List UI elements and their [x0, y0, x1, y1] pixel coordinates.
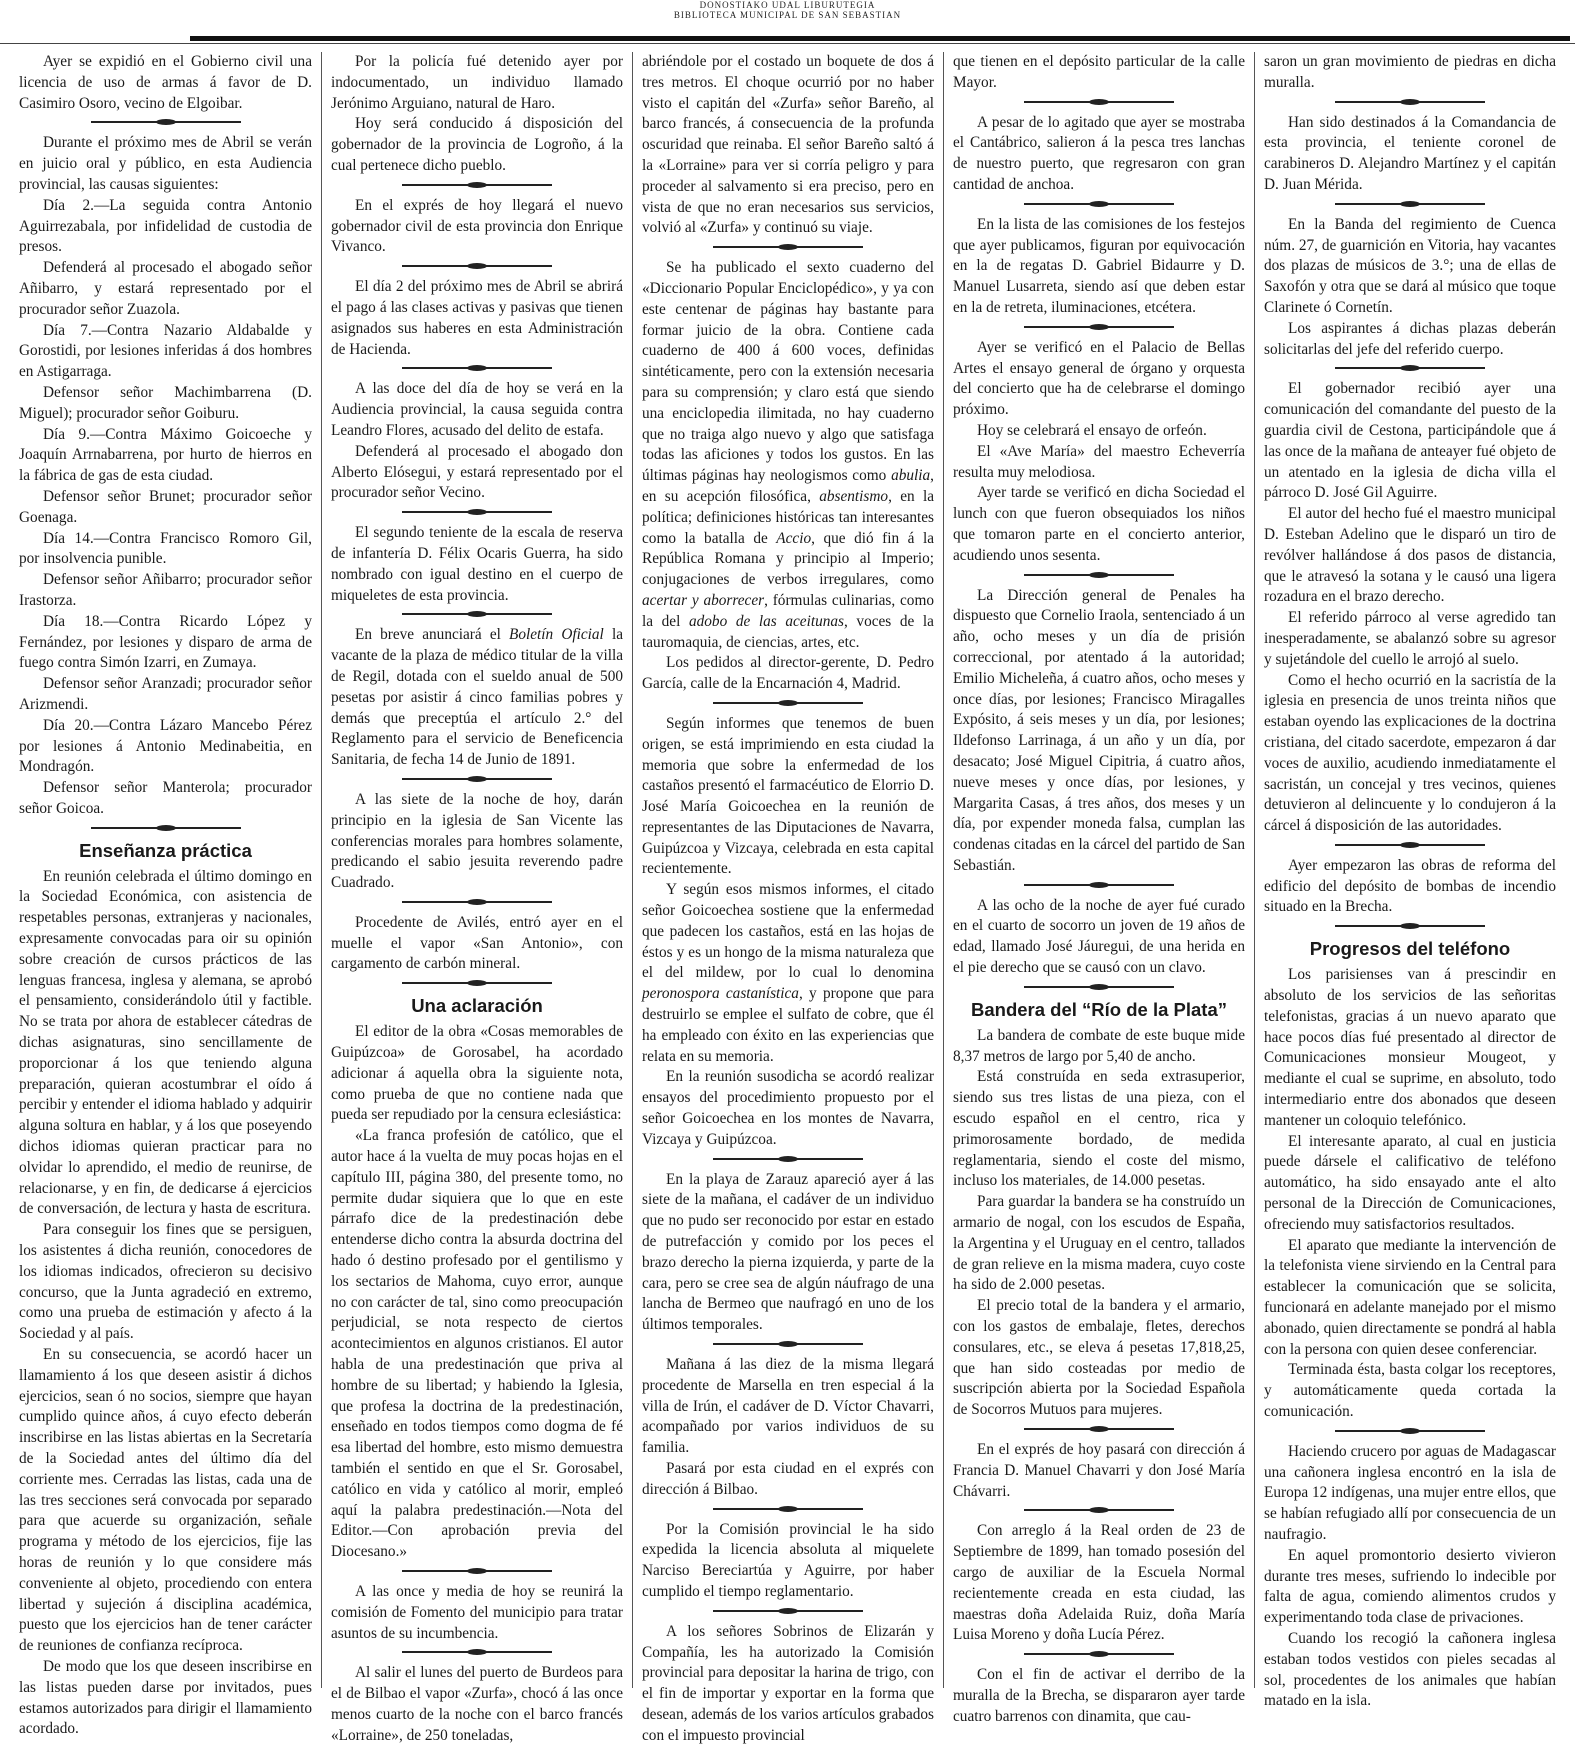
- news-police-detention: Por la policía fué detenido ayer por indocumentado, un individuo llamado Jerónimo Arguiano, natural de Haro.: [331, 53, 623, 112]
- column-1: [10, 52, 321, 1738]
- separator: [1335, 365, 1485, 371]
- news-ship-collision: Al salir el lunes del puerto de Burdeos para el de Bilbao el vapor «Zurfa», chocó á las once menos cuarto de la noche con el barco francés «Lorraine», de 250 toneladas,: [331, 1664, 623, 1744]
- news-ship-collision-cont: abriéndole por el costado un boquete de dos á tres metros. El choque ocurrió por no haber visto el capitán del «Zurfa» señor Bareño, al barco francés, á consecuencia de la profunda oscuridad que reinaba. El señor Bareño saltó á la «Lorraine» para ver si corría peligro y para proceder al salvamento si era preciso, pero en vista de que no eran necesarios sus servicios, volvió al «Zurfa» y continuó su viaje.: [642, 53, 934, 237]
- separator: [402, 1649, 552, 1655]
- news-trials-intro: Durante el próximo mes de Abril se verán en juicio oral y público, en esta Audiencia provincial, las causas siguientes:: [19, 134, 312, 193]
- separator: [1024, 99, 1174, 105]
- trial-entry: Día 20.—Contra Lázaro Mancebo Pérez por lesiones á Antonio Medinabeitia, en Mondragón.: [19, 716, 312, 776]
- trial-entry: Defensor señor Brunet; procurador señor Goenaga.: [19, 487, 312, 526]
- emphasis: Boletín Oficial: [509, 626, 604, 644]
- separator: [1024, 1507, 1174, 1513]
- news-paragraph: El referido párroco al verse agredido tan inesperadamente, se abalanzó sobre su agresor y sujetándole del cuello le arrojó al suelo.: [1264, 609, 1556, 668]
- news-flour-deposit: A los señores Sobrinos de Elizarán y Compañía, les ha autorizado la Comisión provincial para depositar la harina de trigo, con el fin de importar y exportar en la forma que desean, además de los varios artículos grabados con el impuesto provincial: [642, 1622, 934, 1744]
- news-organ-rehearsal: Ayer se verificó en el Palacio de Bellas Artes el ensayo general de órgano y orquesta del concierto que ha de celebrarse el domingo próximo.: [953, 338, 1245, 419]
- text-run: , fórmulas culinarias, como la del: [642, 591, 934, 630]
- separator: [713, 1506, 863, 1512]
- article-paragraph: La bandera de combate de este buque mide 8,37 metros de largo por 5,40 de ancho.: [953, 1026, 1245, 1065]
- article-paragraph: El precio total de la bandera y el armario, con los gastos de embalaje, fletes, derechos consulares, etc., se eleva á pesetas 17,818,25, que han sido costeadas por medio de suscripción abierta por la Sociedad Española de Socorros Mutuos para mujeres.: [953, 1297, 1245, 1419]
- article-paragraph: El aparato que mediante la intervención de la telefonista viene sirviendo en la Central para establecer la comunicación que se solicita, funcionará en adelante manejado por el mismo abonado, quien directamente se pondrá al habla con la persona con quien desee conferenciar.: [1264, 1236, 1556, 1358]
- separator: [1335, 201, 1485, 207]
- news-reform-works: Ayer empezaron las obras de reforma del edificio del depósito de bombas de incendio situado en la Brecha.: [1264, 856, 1556, 916]
- emphasis: acertar y aborrecer: [642, 591, 765, 609]
- trial-entry: Defensor señor Aranzadi; procurador señor Arizmendi.: [19, 675, 312, 713]
- separator: [1335, 923, 1485, 929]
- separator: [1335, 99, 1485, 105]
- separator: [1024, 882, 1174, 888]
- news-wall-demolition: Con el fin de activar el derribo de la muralla de la Brecha, se dispararon ayer tarde cuatro barrenos con dinamita, que cau-: [953, 1666, 1245, 1725]
- article-quote: «La franca profesión de católico, que el autor hace á la vuelta de muy pocas hojas en el capítulo III, página 380, del presente tomo, no permite dudar siquiera que lo que en este párrafo dice de la predestinación debe entenderse dicho contra la absurda doctrina del hado ó destino profesado por el gentilismo y los sectarios de Mahoma, cuyo error, aunque no con carácter de tal, sino como preocupación perjudicial, se nota respecto de ciertos acontecimientos en algunos cristianos. El autor habla de una predestinación que priva al hombre de su libertad; y habiendo la Iglesia, que profesa la doctrina de la predestinación, enseñado en todos tiempos como dogma de fé esa libertad del hombre, esto mismo demuestra también el sentido en que el Sr. Gorosabel, católico en vida y católico al morir, empleó aquí la palabra predestinación.—Nota del Editor.—Con aprobación previa del Diocesano.»: [331, 1127, 623, 1561]
- news-paragraph: [642, 880, 934, 1067]
- separator: [713, 244, 863, 250]
- news-band-vacancies: En la Banda del regimiento de Cuenca núm. 27, de guarnición en Vitoria, hay vacantes dos plazas de músicos de 3.°; una de ellas de Saxofón y otra que se dará al músico que toque Clarinete ó Cornetín.: [1264, 215, 1556, 316]
- news-chavarri-arrival: Mañana á las diez de la misma llegará procedente de Marsella en tren especial á la villa de Irún, el cadáver de D. Víctor Chavarri, acompañado por varios individuos de su familia.: [642, 1356, 934, 1457]
- article-paragraph: Está construída en seda extrasuperior, siendo sus tres listas de una pieza, con el escudo español en el centro, rica y primorosamente bordado, de medida reglamentaria, siendo el coste del mismo, incluso los materiales, de 14.000 pesetas.: [953, 1068, 1245, 1190]
- emphasis: abulia: [891, 467, 931, 485]
- text-run: , en la política; definiciones históricas tan interesantes como la batalla de: [642, 487, 935, 547]
- news-arms-license: Ayer se expidió en el Gobierno civil una licencia de uso de armas á favor de D. Casimiro Osoro, vecino de Elgoibar.: [19, 53, 312, 112]
- separator: [713, 1156, 863, 1162]
- news-new-governor: En el exprés de hoy llegará el nuevo gobernador civil de esta provincia don Enrique Vivanco.: [331, 196, 623, 256]
- separator: [1024, 1651, 1174, 1657]
- article-paragraph: En su consecuencia, se acordó hacer un llamamiento á los que deseen asistir á dichos ejercicios, sean ó no socios, siempre que hayan cumplido quince años, á cuyo efecto deberán inscribirse en las listas abiertas en la Secretaría de la Sociedad antes del último día del corriente mes. Cerradas las listas, cada una de las tres secciones será convocada por separado para que acuerde su organización, señale programa y método de los ejercicios, fije las horas de reunión y lo que considere más conveniente al objeto, procediendo con entera libertad y sujeción á disciplina académica, puesto que los ejercicios han de tener carácter de reuniones de confianza recíproca.: [19, 1346, 312, 1655]
- news-normal-school: Con arreglo á la Real orden de 23 de Septiembre de 1899, han tomado posesión del cargo de auxiliar de la Escuela Normal recientemente creada en esta ciudad, las maestras doña Adelaida Ruiz, doña María Luisa Moreno y doña Lucía Pérez.: [953, 1522, 1245, 1644]
- column-3: [632, 52, 943, 1744]
- emphasis: peronospora castanística: [642, 985, 799, 1003]
- text-run: , voces de la tauromaquia, de ciencias, artes, etc.: [642, 612, 934, 651]
- article-paragraph: Los parisienses van á prescindir en absoluto de los servicios de las señoritas telefonistas, gracias á un nuevo aparato que hace pocos días fué presentado al director de Comunicaciones monsieur Mougeot, y mediante el cual se suprime, en absoluto, todo intermediario entre dos abonados que deseen mantener un coloquio telefónico.: [1264, 966, 1556, 1129]
- news-conferences: A las siete de la noche de hoy, darán principio en la iglesia de San Vicente las conferencias morales para hombres solamente, predicando el sabio jesuita reverendo padre Cuadrado.: [331, 790, 623, 892]
- article-paragraph: El editor de la obra «Cosas memorables de Guipúzcoa» de Gorosabel, ha acordado adicionar á aquella obra la siguiente nota, como prueba de que no contiene nada que pueda ser repudiado por la censura eclesiástica:: [331, 1023, 623, 1124]
- trial-entry: Día 7.—Contra Nazario Aldabalde y Gorostidi, por lesiones inferidas á dos hombres en Astigarraga.: [19, 321, 312, 381]
- news-cestona-attack: El gobernador recibió ayer una comunicación del comandante del puesto de la guardia civil de Cestona, participándole que á las once de la mañana de anteayer fué objeto de un atentado en la iglesia de dicha villa el párroco D. José Gil Aguirre.: [1264, 380, 1556, 502]
- headline-progresos-telefono: Progresos del teléfono: [1309, 938, 1511, 960]
- header-thin-rule: [0, 43, 1575, 44]
- news-flour-deposit-cont: que tienen en el depósito particular de la calle Mayor.: [953, 53, 1245, 91]
- news-penal-direction: La Dirección general de Penales ha dispuesto que Cornelio Iraola, sentenciado á un año, ocho meses y un día de prisión correccional, por atentado á la autoridad; Emilio Micheleña, á cuatro años, ocho meses y once días, por lesiones; Francisco Miragalles Expósito, á seis meses y un día, por lesiones; Ildefonso Larrinaga, á un año y un día, por desacato; José Miguel Cipitria, á cuatro años, nueve meses y once días, por lesiones, y Margarita Casas, á tres años, dos meses y un día, por expender moneda falsa, cumplan las condenas citadas en la cárcel del partido de San Sebastián.: [953, 586, 1245, 874]
- news-dictionary: [642, 258, 934, 653]
- separator: [402, 980, 552, 986]
- trial-entry: Día 14.—Contra Francisco Romoro Gil, por insolvencia punible.: [19, 529, 312, 568]
- news-license-miquelete: Por la Comisión provincial le ha sido expedida la licencia absoluta al miquelete Narciso Bereciartúa y Aguirre, por haber cumplido el tiempo reglamentario.: [642, 1520, 934, 1600]
- news-paragraph: El «Ave María» del maestro Echeverría resulta muy melodiosa.: [953, 442, 1245, 481]
- column-5: [1254, 52, 1565, 1710]
- news-paragraph: Defenderá al procesado el abogado don Alberto Elósegui, y estará representado por el procurador señor Vecino.: [331, 442, 623, 502]
- separator: [402, 365, 552, 371]
- news-payments: El día 2 del próximo mes de Abril se abrirá el pago á las clases activas y pasivas que tienen asignados sus haberes en esta Administración de Hacienda.: [331, 278, 623, 358]
- emphasis: Accio: [776, 529, 812, 547]
- news-paragraph: Los aspirantes á dichas plazas deberán solicitarlas del jefe del referido cuerpo.: [1264, 319, 1556, 358]
- news-paragraph: Como el hecho ocurrió en la sacristía de la iglesia en presencia de unos treinta niños que estaban oyendo las explicaciones de la doctrina cristiana, del citado sacerdote, empezaron á dar voces de auxilio, acudiendo inmediatamente el sacristán, un concejal y tres vecinos, quienes detuvieron al delincuente y lo condujeron á la cárcel á disposición de las autoridades.: [1264, 671, 1556, 835]
- separator: [1024, 324, 1174, 330]
- separator: [1024, 572, 1174, 578]
- article-paragraph: El interesante aparato, al cual en justicia puede dársele el calificativo de teléfono automático, ha sido ensayado ante el alto personal de la Dirección de Comunicaciones, ofreciendo muy satisfactorios resultados.: [1264, 1132, 1556, 1233]
- news-appointment: El segundo teniente de la escala de reserva de infantería D. Félix Ocaris Guerra, ha sido nombrado con igual destino en el cuerpo de miqueletes de esta provincia.: [331, 524, 623, 604]
- header-rule: [190, 36, 1570, 41]
- separator: [402, 263, 552, 269]
- news-doctor-vacancy: [331, 625, 623, 771]
- trial-entry: Día 2.—La seguida contra Antonio Aguirrezabala, por infidelidad de custodia de presos.: [19, 196, 312, 256]
- newspaper-columns: [10, 52, 1565, 1744]
- news-wall-demolition-cont: saron un gran movimiento de piedras en dicha muralla.: [1264, 53, 1556, 91]
- headline-ensenanza-practica: Enseñanza práctica: [79, 839, 252, 861]
- separator: [402, 509, 552, 515]
- emphasis: absentismo: [819, 487, 889, 505]
- news-paragraph: Ayer tarde se verificó en dicha Sociedad el lunch con que fueron obsequiados los niños que tomaron parte en el concierto anterior, acudiendo unos sesenta.: [953, 484, 1245, 564]
- news-paragraph: El autor del hecho fué el maestro municipal D. Esteban Adelino que le disparó un tiro de revólver hallándose á dos pasos de distancia, que le atravesó la sotana y le causó una ligera rozadura en el brazo derecho.: [1264, 505, 1556, 606]
- article-paragraph: De modo que los que deseen inscribirse en las listas pueden darse por invitados, pues estamos autorizados para dirigir el llamamiento acordado.: [19, 1657, 312, 1738]
- news-injured-youth: A las ocho de la noche de ayer fué curado en el cuarto de socorro un joven de 19 años de edad, llamado José Jáuregui, de una herida en el pie derecho que se causó con un clavo.: [953, 896, 1245, 977]
- text-run: Y según esos mismos informes, el citado señor Goicoechea sostiene que la enfermedad que padecen los castaños, está en las hojas de éstos y es un hongo de la misma naturaleza que el del mildew, por lo cual lo denomina: [642, 881, 934, 982]
- news-court-case: A las doce del día de hoy se verá en la Audiencia provincial, la causa seguida contra Leandro Flores, acusado del delito de estafa.: [331, 380, 623, 439]
- news-zarauz-body: En la playa de Zarauz apareció ayer á las siete de la mañana, el cadáver de un individuo que no pudo ser reconocido por estar en estado de putrefacción y comido por los peces el brazo derecho la pierna izquierda, y parte de la cara, pero se cree sea de algún náufrago de una lancha de Bermeo que naufragó en uno de los últimos temporales.: [642, 1170, 934, 1334]
- news-paragraph: Hoy será conducido á disposición del gobernador de la provincia de Logroño, á la cual pertenece dicho pueblo.: [331, 115, 623, 174]
- news-chestnut-memoir: Según informes que tenemos de buen origen, se está imprimiendo en esta ciudad la memoria que sobre la enfermedad de los castaños presentó el farmacéutico de Elorrio D. José María Goicoechea en la reunión de representantes de las Diputaciones de Navarra, Guipúzcoa y Vizcaya, celebrada en esta capital recientemente.: [642, 714, 934, 878]
- text-run: Se ha publicado el sexto cuaderno del «Diccionario Popular Enciclopédico», y ya con este centenar de páginas hay bastante para formar juicio de la obra. Contiene cada cuaderno de 400 á 600 voces, definidas sintéticamente, pero con la extensión necesaria para su comprensión; y claro está que siendo una enciclopedia ilimitada, no hay cuaderno que no traiga algo nuevo y algo que satisfaga todas las aficiones y todos los gustos. En las últimas páginas hay neologismos como: [642, 259, 934, 485]
- trial-entry: Día 18.—Contra Ricardo López y Fernández, por lesiones y disparo de arma de fuego contra Simón Izarri, en Zumaya.: [19, 612, 312, 672]
- separator: [91, 825, 241, 831]
- separator: [91, 119, 241, 125]
- separator: [402, 182, 552, 188]
- trial-entry: Día 9.—Contra Máximo Goicoeche y Joaquín Arrnabarrena, por hurto de hierros en la fábrica de gas de esta ciudad.: [19, 425, 312, 485]
- separator: [1335, 842, 1485, 848]
- separator: [713, 1341, 863, 1347]
- column-2: [321, 52, 632, 1744]
- news-paragraph: Cuando los recogió la cañonera inglesa estaban todos vestidos con pieles secadas al sol, procedentes de los animales que habían matado en la isla.: [1264, 1629, 1556, 1710]
- separator: [1024, 984, 1174, 990]
- text-run: la vacante de la plaza de médico titular de la villa de Regil, dotada con el sueldo anual de 500 pesetas por asistir á cinco familias pobres y demás que preceptúa el artículo 2.° del Reglamento para el servicio de Beneficencia Sanitaria, de fecha 14 de Junio de 1891.: [331, 626, 623, 769]
- separator: [1335, 1428, 1485, 1434]
- article-paragraph: Terminada ésta, basta colgar los receptores, y automáticamente queda cortada la comunicación.: [1264, 1361, 1556, 1421]
- separator: [1024, 201, 1174, 207]
- trial-entry: Defensor señor Machimbarrena (D. Miguel); procurador señor Goiburu.: [19, 383, 312, 422]
- separator: [402, 899, 552, 905]
- article-paragraph: Para conseguir los fines que se persiguen, los asistentes á dicha reunión, conocedores de los idiomas indicados, ofrecieron su decisivo concurso, que la Junta agradeció en extremo, como una prueba de estimación y afecto á la Sociedad y al país.: [19, 1221, 312, 1343]
- news-festival-commissions: En la lista de las comisiones de los festejos que ayer publicamos, figuran por equivocación en la de regatas D. Gabriel Bidaurre y D. Manuel Lusarreta, siendo así que deben estar en la de retreta, iluminaciones, etcétera.: [953, 215, 1245, 316]
- text-run: En breve anunciará el: [355, 626, 509, 644]
- separator: [713, 700, 863, 706]
- separator: [1024, 1426, 1174, 1432]
- emphasis: adobo de las aceitunas: [688, 612, 844, 630]
- separator: [402, 611, 552, 617]
- separator: [402, 1568, 552, 1574]
- library-name-spanish: BIBLIOTECA MUNICIPAL DE SAN SEBASTIAN: [673, 10, 902, 20]
- headline-una-aclaracion: Una aclaración: [411, 995, 543, 1017]
- text-run: , y propone que para destruirlo se emplee el sulfato de cobre, que él ha empleado con éxito en las experiencias que relata en su memoria.: [642, 985, 934, 1065]
- separator: [402, 776, 552, 782]
- headline-bandera-rio-de-la-plata: Bandera del “Río de la Plata”: [971, 998, 1227, 1020]
- article-paragraph: Para guardar la bandera se ha construído un armario de nogal, con los escudos de España, la Argentina y el Uruguay en el centro, tallados de gran relieve en la misma madera, cuyo coste ha sido de 2.000 pesetas.: [953, 1193, 1245, 1294]
- news-steamer-arrival: Procedente de Avilés, entró ayer en el muelle el vapor «San Antonio», con cargamento de carbón mineral.: [331, 913, 623, 973]
- news-paragraph: Hoy se celebrará el ensayo de orfeón.: [977, 421, 1207, 439]
- news-paragraph: Pasará por esta ciudad en el exprés con dirección á Bilbao.: [642, 1460, 934, 1498]
- news-fomento-meeting: A las once y media de hoy se reunirá la comisión de Fomento del municipio para tratar asuntos de su incumbencia.: [331, 1583, 623, 1642]
- news-paragraph: En la reunión susodicha se acordó realizar ensayos del procedimiento propuesto por el señor Goicoechea en los montes de Navarra, Vizcaya y Guipúzcoa.: [642, 1068, 934, 1148]
- news-paragraph: Los pedidos al director-gerente, D. Pedro García, calle de la Encarnación 4, Madrid.: [642, 654, 934, 693]
- news-carabineros: Han sido destinados á la Comandancia de esta provincia, el teniente coronel de carabineros D. Alejandro Martínez y el capitán D. Juan Mérida.: [1264, 113, 1556, 193]
- news-madagascar: Haciendo crucero por aguas de Madagascar una cañonera inglesa encontró en la isla de Europa 12 indígenas, una mujer entre ellos, que se habían refugiado allí por consecuencia de un naufragio.: [1264, 1442, 1556, 1543]
- library-name-basque: DONOSTIAKO UDAL LIBURUTEGIA: [699, 0, 876, 10]
- news-express-passage: En el exprés de hoy pasará con dirección á Francia D. Manuel Chavarri y don José María Chávarri.: [953, 1441, 1245, 1500]
- column-4: [943, 52, 1254, 1725]
- news-fishing-boats: A pesar de lo agitado que ayer se mostraba el Cantábrico, salieron á la pesca tres lanchas de nuestro puerto, que regresaron con gran cantidad de anchoa.: [953, 113, 1245, 193]
- text-run: , que dió fin á la República Romana y principio al Imperio; conjugaciones de verbos irregulares, como: [642, 529, 934, 589]
- trial-entry: Defensor señor Añibarro; procurador señor Irastorza.: [19, 571, 312, 609]
- separator: [713, 1608, 863, 1614]
- text-run: , en su acepción filosófica,: [642, 467, 934, 505]
- news-paragraph: En aquel promontorio desierto vivieron durante tres meses, sufriendo lo indecible por falta de agua, comiendo alimentos crudos y experimentando toda clase de privaciones.: [1264, 1546, 1556, 1627]
- trial-entry: Defenderá al procesado el abogado señor Añibarro, y estará representado por el procurador señor Zuazola.: [19, 259, 312, 318]
- trial-entry: Defensor señor Manterola; procurador señor Goicoa.: [19, 779, 312, 817]
- article-paragraph: En reunión celebrada el último domingo en la Sociedad Económica, con asistencia de respetables personas, extranjeras y nacionales, expresamente convocadas para oir su opinión sobre creación de cursos prácticos de las lenguas francesa, inglesa y alemana, se aprobó el pensamiento, considerándolo útil y factible. No se trata por ahora de establecer cátedras de dichas asignaturas, sino sencillamente de proporcionar á los que teniendo alguna preparación, quieran acostumbrar el oído á percibir y entender el idioma hablado y adquirir alguna soltura en hablar, y á los que poseyendo dichos idiomas quieran practicar para no olvidar lo aprendido, el medio de reunirse, de relacionarse, y en fin, de dedicarse á ejercicios de conversación, de lectura y hasta de escritura.: [19, 867, 312, 1218]
